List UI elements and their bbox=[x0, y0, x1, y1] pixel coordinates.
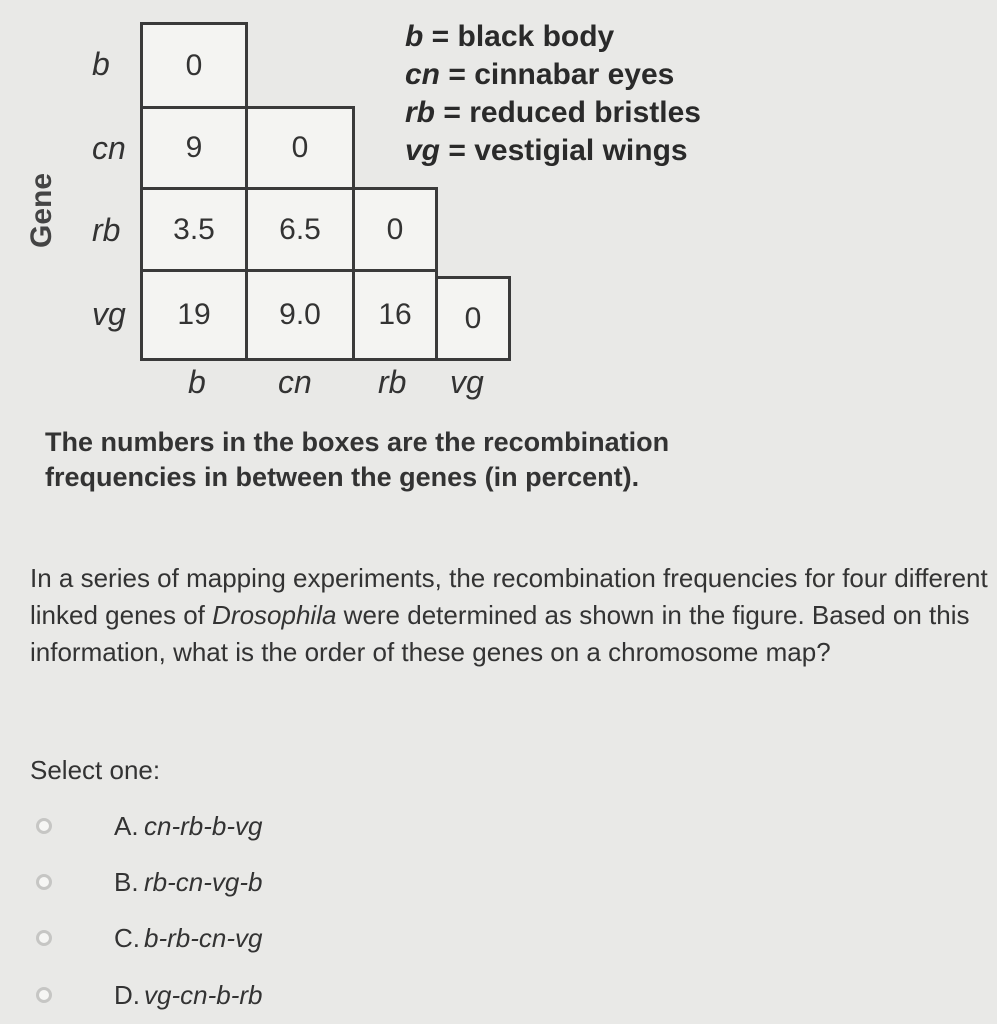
cell-cn-b: 9 bbox=[140, 106, 248, 190]
option-b-letter: B. bbox=[114, 866, 139, 897]
gene-legend bbox=[405, 18, 701, 170]
select-one-label: Select one: bbox=[30, 755, 161, 785]
option-b[interactable] bbox=[36, 862, 436, 902]
radio-option-d[interactable] bbox=[36, 987, 52, 1003]
row-label-cn: cn bbox=[92, 130, 126, 166]
option-d-letter: D. bbox=[114, 979, 140, 1010]
cell-vg-b: 19 bbox=[140, 269, 248, 361]
radio-option-b[interactable] bbox=[36, 874, 52, 890]
cell-rb-b: 3.5 bbox=[140, 187, 248, 272]
option-c[interactable] bbox=[36, 918, 436, 958]
cell-rb-cn: 6.5 bbox=[245, 187, 355, 272]
option-a-letter: A. bbox=[114, 810, 139, 841]
cell-vg-cn: 9.0 bbox=[245, 269, 355, 361]
legend-item-vg: vg = vestigial wings bbox=[405, 134, 688, 167]
gene-axis-label: Gene bbox=[25, 172, 58, 248]
legend-item-cn: cn = cinnabar eyes bbox=[405, 58, 675, 91]
figure-caption: The numbers in the boxes are the recombination frequencies in between the genes (in percent). bbox=[45, 427, 670, 492]
option-a[interactable] bbox=[36, 806, 436, 846]
legend-item-rb: rb = reduced bristles bbox=[405, 96, 701, 129]
row-label-b: b bbox=[92, 46, 110, 82]
cell-vg-vg: 0 bbox=[435, 276, 511, 361]
question-text: In a series of mapping experiments, the recombination frequencies for four different linked genes of Drosophila were determined as shown in the figure. Based on this information, what is the order of these genes on a chromosome map? bbox=[30, 563, 988, 667]
cell-rb-rb: 0 bbox=[352, 187, 438, 272]
row-label-rb: rb bbox=[92, 212, 121, 248]
cell-vg-rb: 16 bbox=[352, 269, 438, 361]
col-label-vg: vg bbox=[450, 364, 484, 400]
option-a-text: cn-rb-b-vg bbox=[144, 810, 263, 841]
cell-b-b: 0 bbox=[140, 22, 248, 109]
option-d[interactable] bbox=[36, 975, 436, 1015]
radio-option-a[interactable] bbox=[36, 818, 52, 834]
option-b-text: rb-cn-vg-b bbox=[144, 866, 263, 897]
option-d-text: vg-cn-b-rb bbox=[144, 979, 263, 1010]
legend-item-b: b = black body bbox=[405, 20, 615, 53]
row-label-vg: vg bbox=[92, 296, 126, 332]
col-label-b: b bbox=[188, 364, 206, 400]
cell-cn-cn: 0 bbox=[245, 106, 355, 190]
col-label-cn: cn bbox=[278, 364, 312, 400]
option-c-text: b-rb-cn-vg bbox=[144, 922, 263, 953]
species-name: Drosophila bbox=[212, 600, 337, 630]
option-c-letter: C. bbox=[114, 922, 140, 953]
col-label-rb: rb bbox=[378, 364, 407, 400]
radio-option-c[interactable] bbox=[36, 930, 52, 946]
